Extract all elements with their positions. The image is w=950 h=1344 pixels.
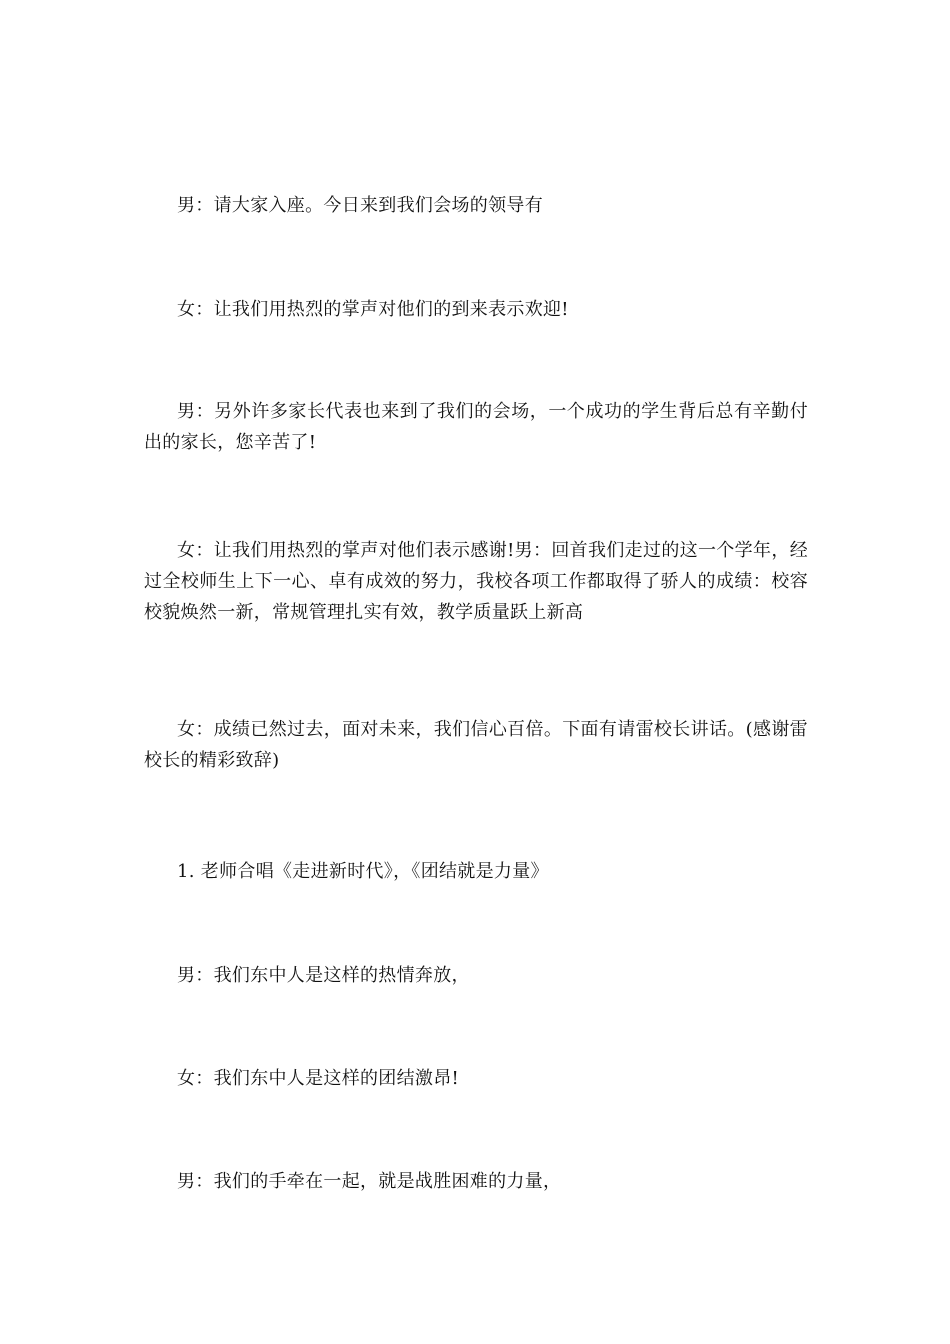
paragraph-4: 女：让我们用热烈的掌声对他们表示感谢!男：回首我们走过的这一个学年，经过全校师生上下一心、卓有成效的努力，我校各项工作都取得了骄人的成绩：校容校貌焕然一新，常规管理扎实有效，教学质量跃上新高 (144, 540, 808, 623)
paragraph-7: 男：我们东中人是这样的热情奔放， (177, 965, 470, 986)
paragraph-5: 女：成绩已然过去，面对未来，我们信心百倍。下面有请雷校长讲话。(感谢雷校长的精彩致辞) (144, 719, 808, 771)
paragraph-8: 女：我们东中人是这样的团结激昂! (177, 1068, 460, 1089)
paragraph-1: 男：请大家入座。今日来到我们会场的领导有 (177, 195, 543, 216)
paragraph-3: 男：另外许多家长代表也来到了我们的会场，一个成功的学生背后总有辛勤付出的家长，您辛苦了! (144, 401, 808, 453)
paragraph-6: 1. 老师合唱《走进新时代》，《团结就是力量》 (177, 861, 549, 882)
paragraph-2: 女：让我们用热烈的掌声对他们的到来表示欢迎! (177, 299, 569, 320)
paragraph-9: 男：我们的手牵在一起，就是战胜困难的力量， (177, 1171, 562, 1192)
